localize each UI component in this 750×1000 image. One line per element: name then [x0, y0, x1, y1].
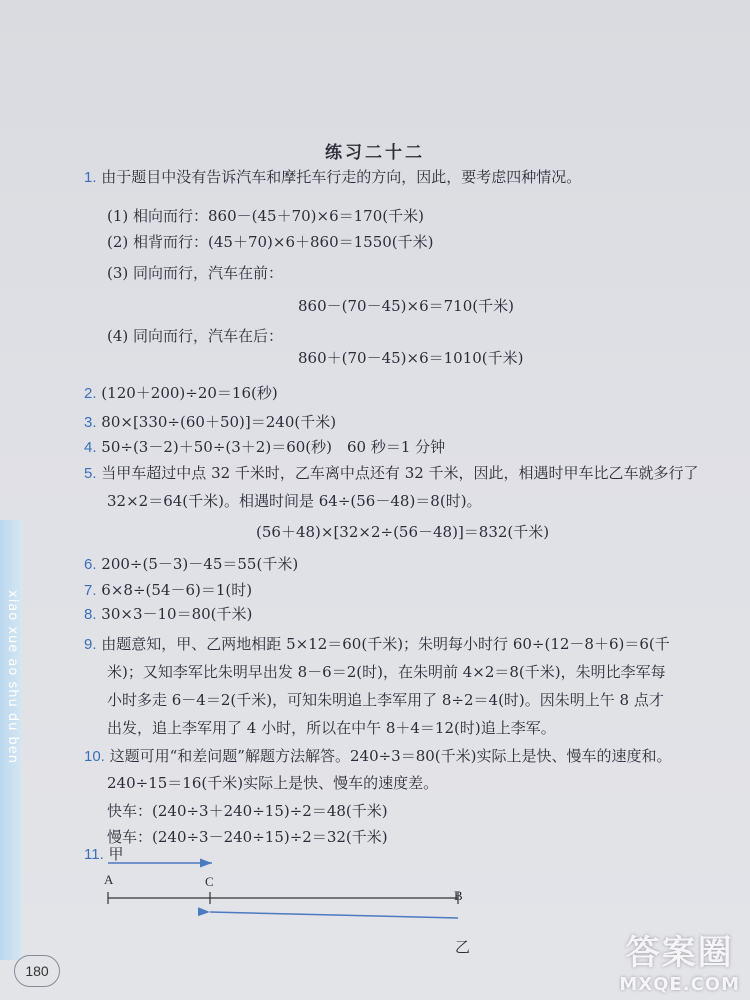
item-10-slow-car: 慢车：(240÷3－240÷15)÷2＝32(千米) — [107, 828, 388, 846]
item-text: 50÷(3－2)＋50÷(3＋2)＝60(秒) 60 秒＝1 分钟 — [101, 438, 446, 456]
item-number: 5. — [84, 465, 97, 482]
item-number: 3. — [84, 414, 97, 431]
item-text: 这题可用“和差问题”解题方法解答。240÷3＝80(千米)实际上是快、慢车的速度和。 — [109, 747, 672, 765]
item-5-line-2: 32×2＝64(千米)。相遇时间是 64÷(56－48)＝8(时)。 — [107, 492, 482, 510]
item-number: 4. — [84, 439, 97, 456]
item-number: 1. — [84, 169, 97, 186]
item-1-case-3: (3) 同向而行，汽车在前： — [107, 264, 284, 282]
item-1-case-2: (2) 相背而行：(45＋70)×6＋860＝1550(千米) — [107, 233, 434, 251]
item-9-line-3: 小时多走 6－4＝2(千米)，可知朱明追上李军用了 8÷2＝4(时)。因朱明上午 8 点才 — [107, 691, 664, 709]
item-text: 由于题目中没有告诉汽车和摩托车行走的方向，因此，要考虑四种情况。 — [101, 168, 582, 186]
item-number: 6. — [84, 556, 97, 573]
item-number: 7. — [84, 582, 97, 599]
item-number: 11. — [84, 846, 104, 863]
page-number: 180 — [14, 955, 60, 987]
watermark — [619, 925, 740, 995]
item-number: 10. — [84, 748, 105, 765]
item-9-line-4: 出发，追上李军用了 4 小时，所以在中午 8＋4＝12(时)追上李军。 — [107, 719, 556, 737]
point-c-label: C — [205, 874, 214, 889]
item-text: 80×[330÷(60＋50)]＝240(千米) — [101, 413, 337, 431]
item-9-line-2: 米)；又知李军比朱明早出发 8－6＝2(时)，在朱明前 4×2＝8(千米)，朱明比李军每 — [107, 663, 666, 681]
watermark-line-1: 答案圈 — [625, 933, 734, 973]
item-5-formula: (56＋48)×[32×2÷(56－48)]＝832(千米) — [256, 523, 550, 541]
spine-text: xiao xue ao shu du ben — [5, 590, 20, 764]
point-b-label: B — [454, 888, 463, 903]
item-1-case-1: (1) 相向而行：860－(45＋70)×6＝170(千米) — [107, 207, 424, 225]
page-title: 练习二十二 — [325, 143, 425, 163]
item-10-line-2: 240÷15＝16(千米)实际上是快、慢车的速度差。 — [107, 774, 439, 792]
item-10-fast-car: 快车：(240÷3＋240÷15)÷2＝48(千米) — [107, 802, 388, 820]
watermark-line-2: MXQE.COM — [619, 974, 740, 995]
item-text: (120＋200)÷20＝16(秒) — [101, 384, 278, 402]
item-number: 9. — [84, 636, 97, 653]
item-text: 6×8÷(54－6)＝1(时) — [101, 581, 253, 599]
item-text: 甲 — [108, 845, 124, 863]
item-text: 200÷(5－3)－45＝55(千米) — [101, 555, 299, 573]
item-text: 当甲车超过中点 32 千米时，乙车离中点还有 32 千米，因此，相遇时甲车比乙车就多行了 — [101, 464, 699, 482]
item-1-case-4: (4) 同向而行，汽车在后： — [107, 327, 284, 345]
arrow-yi — [210, 912, 458, 918]
item-number: 8. — [84, 606, 97, 623]
item-text: 由题意知，甲、乙两地相距 5×12＝60(千米)；朱明每小时行 60÷(12－8＋6)＝6(千 — [101, 635, 670, 653]
point-a-label: A — [104, 872, 114, 887]
item-number: 2. — [84, 385, 97, 402]
item-text: 30×3－10＝80(千米) — [101, 605, 253, 623]
item-1-case-4-formula: 860＋(70－45)×6＝1010(千米) — [298, 349, 524, 367]
yi-label: 乙 — [455, 940, 471, 956]
item-1-case-3-formula: 860－(70－45)×6＝710(千米) — [298, 297, 514, 315]
